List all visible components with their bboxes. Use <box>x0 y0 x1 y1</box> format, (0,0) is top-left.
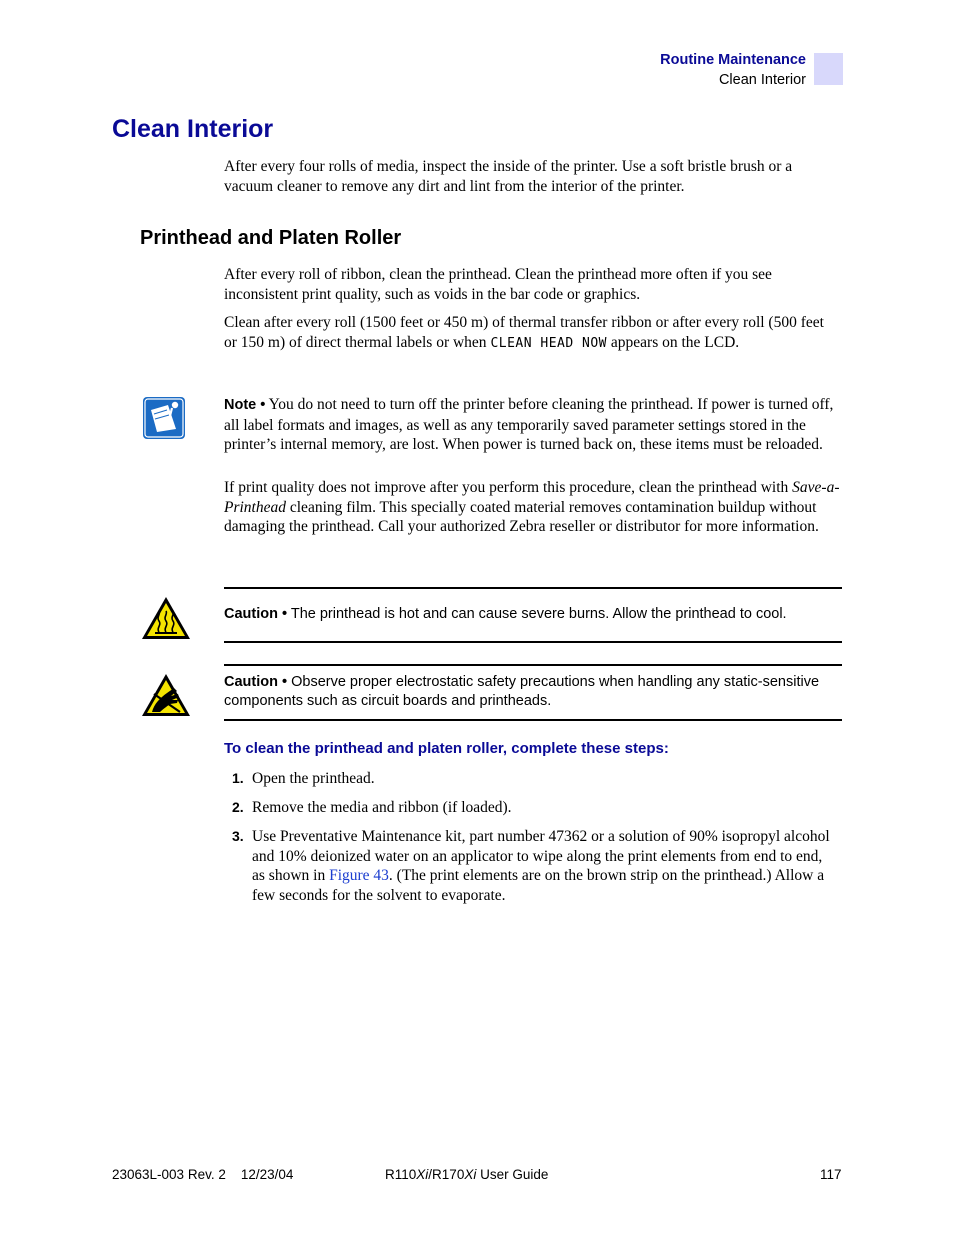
figure-43-link[interactable]: Figure 43 <box>329 867 389 884</box>
footer-doc-number: 23063L-003 Rev. 2 12/23/04 <box>112 1167 294 1182</box>
caution2-body: Observe proper electrostatic safety precautions when handling any static-sensitive components such as circuit boards and printheads. <box>224 674 820 709</box>
note-body: You do not need to turn off the printer before cleaning the printhead. If power is turned off, all label formats and images, as well as any temporarily saved parameter settings stored in the printer’s internal memory, are lost. When power is turned back on, these items must be reloaded. <box>224 396 834 453</box>
header-tab-box <box>814 53 843 85</box>
lcd-message: CLEAN HEAD NOW <box>490 335 608 351</box>
step-number: 3. <box>232 828 244 844</box>
product-name: Save-a-Printhead <box>224 479 840 516</box>
step-item <box>232 769 832 789</box>
caution2-bottom-rule <box>224 719 842 721</box>
running-header-subsection: Clean Interior <box>718 72 806 88</box>
paragraph-save-a-printhead <box>224 478 842 537</box>
caution1-top-rule <box>224 587 842 589</box>
para3-text-after: cleaning film. This specially coated material removes contamination buildup without damaging the printhead. Call your authorized Zebra reseller or distributor for more information. <box>224 498 819 535</box>
footer-guide-part: Xi <box>416 1167 429 1182</box>
footer-guide-part: Xi <box>464 1167 477 1182</box>
caution1-bottom-rule <box>224 641 842 643</box>
note-text <box>224 395 842 455</box>
note-label: Note • <box>224 397 266 413</box>
note-icon <box>142 396 186 440</box>
hot-surface-icon <box>140 595 192 641</box>
caution-hot-text <box>224 605 842 624</box>
para2-text-before: Clean after every roll (1500 feet or 450 m) of thermal transfer ribbon or after every roll (500 feet or 150 m) of direct thermal labels or when <box>224 314 824 351</box>
step-number: 2. <box>232 799 244 815</box>
para2-text-after: appears on the LCD. <box>607 333 740 351</box>
paragraph-clean-frequency <box>224 313 824 353</box>
step-text: Open the printhead. <box>252 770 375 787</box>
caution2-label: Caution • <box>224 674 288 690</box>
footer-guide-part: User Guide <box>476 1167 549 1182</box>
caution2-top-rule <box>224 664 842 666</box>
step-text: Remove the media and ribbon (if loaded). <box>252 799 512 816</box>
intro-paragraph: After every four rolls of media, inspect the inside of the printer. Use a soft bristle brush or a vacuum cleaner to remove any dirt and lint from the interior of the printer. <box>224 158 793 195</box>
procedure-heading: To clean the printhead and platen roller, complete these steps: <box>224 740 669 757</box>
footer-guide-part: /R170 <box>428 1167 465 1182</box>
caution1-body: The printhead is hot and can cause severe burns. Allow the printhead to cool. <box>287 606 787 622</box>
caution-esd-text <box>224 673 842 711</box>
running-header-section: Routine Maintenance <box>660 52 806 68</box>
section-title: Printhead and Platen Roller <box>140 227 402 249</box>
step-number: 1. <box>232 770 244 786</box>
step-text <box>252 827 832 905</box>
page-title: Clean Interior <box>112 115 274 143</box>
step3-text-after: . (The print elements are on the brown strip on the printhead.) Allow a few seconds for the solvent to evaporate. <box>252 867 825 904</box>
step-item <box>232 827 832 905</box>
paragraph-ribbon: After every roll of ribbon, clean the printhead. Clean the printhead more often if you see inconsistent print quality, such as voids in the bar code or graphics. <box>224 266 772 303</box>
page-number: 117 <box>820 1167 842 1182</box>
footer-guide-part: R110 <box>385 1167 417 1182</box>
step3-text-before: Use Preventative Maintenance kit, part number 47362 or a solution of 90% isopropyl alcohol and 10% deionized water on an applicator to wipe along the print elements from end to end, as shown in <box>252 828 830 884</box>
footer-guide-title <box>385 1167 548 1182</box>
para3-text-before: If print quality does not improve after you perform this procedure, clean the printhead with <box>224 479 793 496</box>
esd-icon <box>140 672 192 718</box>
caution1-label: Caution • <box>224 606 288 622</box>
step-item <box>232 798 832 818</box>
